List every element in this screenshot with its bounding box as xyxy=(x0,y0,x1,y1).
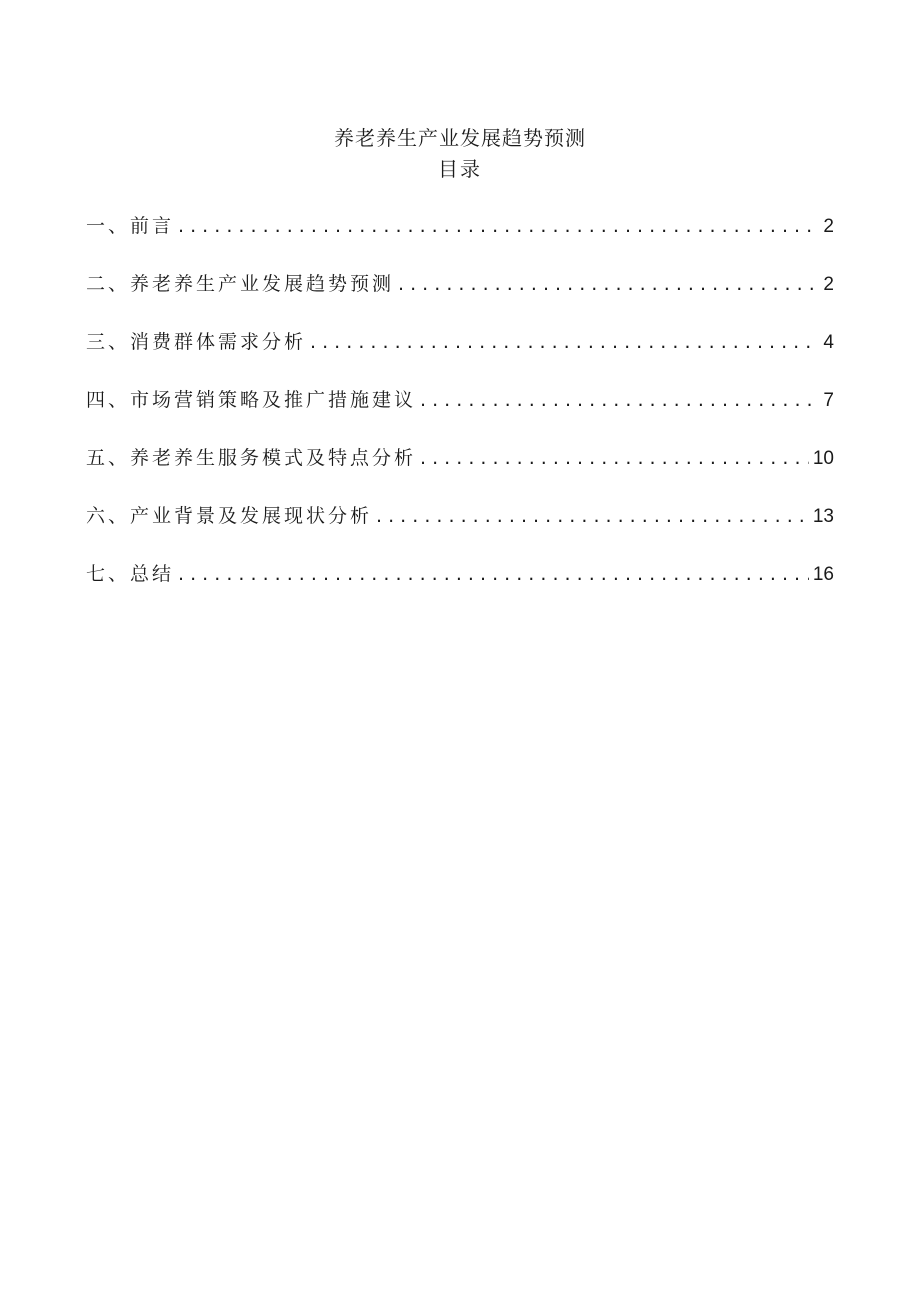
toc-dot-leader xyxy=(398,270,819,298)
toc-entry-page: 10 xyxy=(812,448,834,469)
toc-entry-page: 13 xyxy=(812,506,834,527)
toc-entry-page: 2 xyxy=(823,274,834,295)
toc-entry[interactable] xyxy=(86,328,834,386)
toc-entry[interactable] xyxy=(86,270,834,328)
toc-dot-leader xyxy=(376,502,809,530)
toc-entry-label: 一、前言 xyxy=(86,215,175,237)
toc-entry-label: 六、产业背景及发展现状分析 xyxy=(86,505,373,527)
toc-heading: 目录 xyxy=(438,157,482,181)
toc-entry-label: 三、消费群体需求分析 xyxy=(86,331,307,353)
toc-entry[interactable] xyxy=(86,444,834,502)
toc-dot-leader xyxy=(178,560,809,588)
table-of-contents xyxy=(86,212,834,618)
toc-entry[interactable] xyxy=(86,560,834,618)
document-title: 养老养生产业发展趋势预测 xyxy=(334,126,586,150)
toc-entry-page: 7 xyxy=(823,390,834,411)
toc-entry[interactable] xyxy=(86,502,834,560)
toc-entry-page: 2 xyxy=(823,216,834,237)
toc-entry-label: 二、养老养生产业发展趋势预测 xyxy=(86,273,395,295)
toc-entry-label: 四、市场营销策略及推广措施建议 xyxy=(86,389,417,411)
toc-entry[interactable] xyxy=(86,212,834,270)
toc-entry-page: 16 xyxy=(812,564,834,585)
toc-dot-leader xyxy=(310,328,819,356)
toc-entry-label: 五、养老养生服务模式及特点分析 xyxy=(86,447,417,469)
toc-dot-leader xyxy=(420,444,809,472)
toc-entry[interactable] xyxy=(86,386,834,444)
toc-dot-leader xyxy=(178,212,819,240)
toc-entry-page: 4 xyxy=(823,332,834,353)
toc-dot-leader xyxy=(420,386,819,414)
toc-entry-label: 七、总结 xyxy=(86,563,175,585)
